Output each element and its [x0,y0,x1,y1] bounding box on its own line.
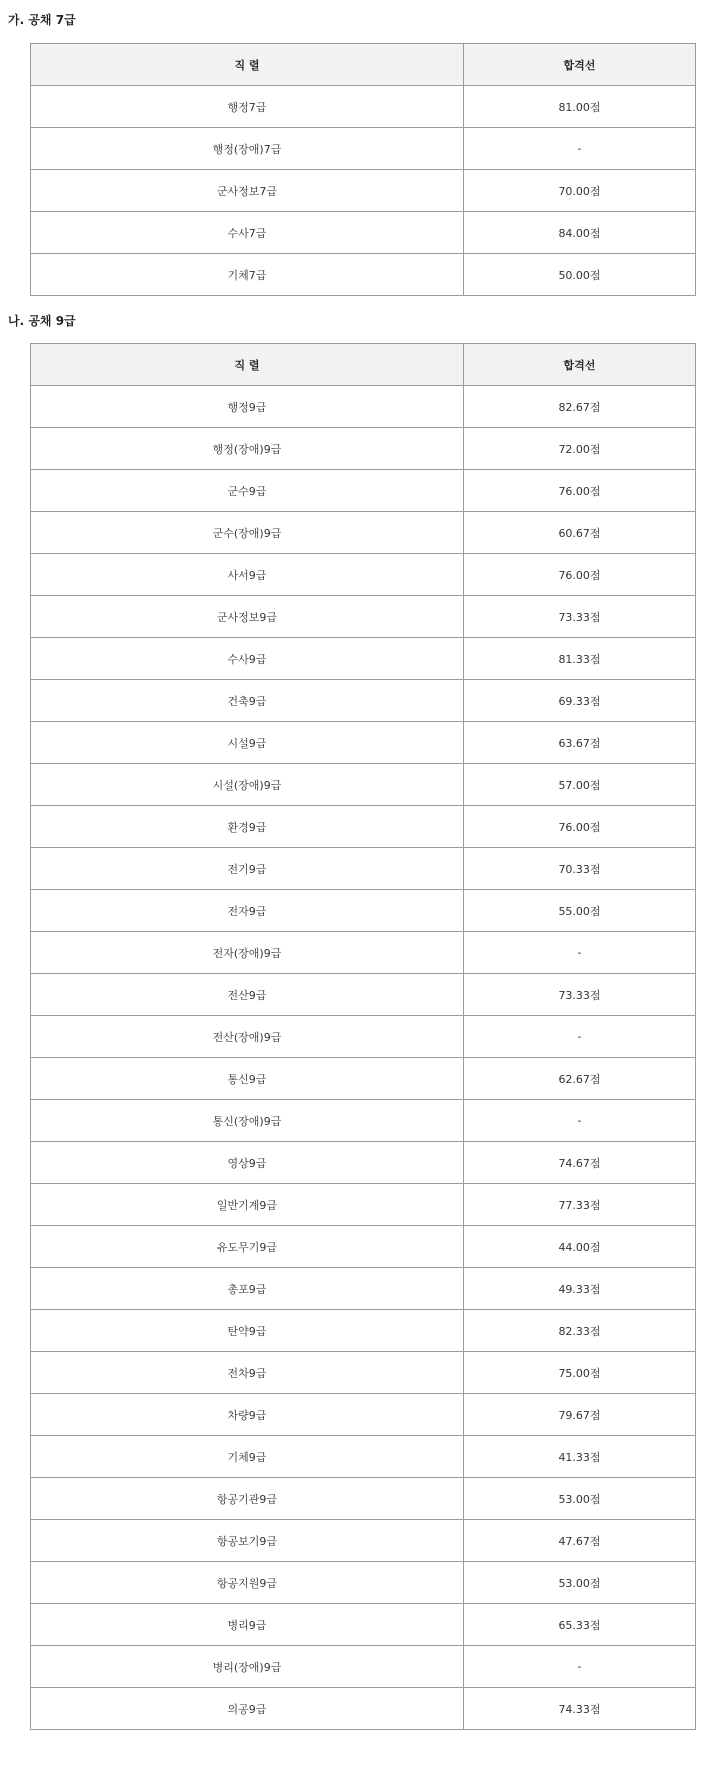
job-cell: 전차9급 [31,1352,464,1394]
table-row [31,1562,696,1604]
job-cell: 군수(장애)9급 [31,512,464,554]
cutoff-score-cell: 41.33점 [464,1436,696,1478]
cutoff-score-cell: 76.00점 [464,470,696,512]
table-row [31,512,696,554]
cutoff-score-cell: 77.33점 [464,1184,696,1226]
table-row [31,848,696,890]
column-header-score: 합격선 [464,344,696,386]
section-title-grade7: 가. 공채 7급 [8,13,76,27]
table-row [31,890,696,932]
cutoff-score-cell: 79.67점 [464,1394,696,1436]
cutoff-score-cell: 70.33점 [464,848,696,890]
grade7-cutoff-table [30,43,696,296]
table-row [31,1184,696,1226]
cutoff-score-cell: 50.00점 [464,254,696,296]
cutoff-score-cell: 81.33점 [464,638,696,680]
table-row [31,1100,696,1142]
cutoff-score-cell: 74.33점 [464,1688,696,1730]
cutoff-score-cell: 75.00점 [464,1352,696,1394]
table-row [31,1436,696,1478]
job-cell: 탄약9급 [31,1310,464,1352]
job-cell: 일반기계9급 [31,1184,464,1226]
table-header-row [31,44,696,86]
cutoff-score-cell: - [464,1646,696,1688]
job-cell: 건축9급 [31,680,464,722]
table-row [31,1394,696,1436]
table-row [31,1688,696,1730]
job-cell: 전자(장애)9급 [31,932,464,974]
table-row [31,470,696,512]
cutoff-score-cell: 65.33점 [464,1604,696,1646]
table-row [31,1478,696,1520]
cutoff-score-cell: 73.33점 [464,974,696,1016]
grade7-table-body [31,86,696,296]
column-header-score: 합격선 [464,44,696,86]
column-header-job: 직 렬 [31,44,464,86]
table-row [31,1058,696,1100]
job-cell: 행정(장애)9급 [31,428,464,470]
table-row [31,1310,696,1352]
table-row [31,1604,696,1646]
table-row [31,386,696,428]
cutoff-score-cell: 47.67점 [464,1520,696,1562]
cutoff-score-cell: 73.33점 [464,596,696,638]
table-row [31,596,696,638]
job-cell: 항공지원9급 [31,1562,464,1604]
cutoff-score-cell: 82.67점 [464,386,696,428]
table-row [31,1352,696,1394]
job-cell: 시설(장애)9급 [31,764,464,806]
job-cell: 수사9급 [31,638,464,680]
job-cell: 유도무기9급 [31,1226,464,1268]
table-row [31,86,696,128]
job-cell: 통신9급 [31,1058,464,1100]
table-row [31,1520,696,1562]
job-cell: 군사정보7급 [31,170,464,212]
table-row [31,1016,696,1058]
cutoff-score-cell: 62.67점 [464,1058,696,1100]
job-cell: 기체7급 [31,254,464,296]
job-cell: 수사7급 [31,212,464,254]
cutoff-score-cell: 60.67점 [464,512,696,554]
cutoff-score-cell: 84.00점 [464,212,696,254]
cutoff-score-cell: - [464,1016,696,1058]
cutoff-score-cell: 70.00점 [464,170,696,212]
cutoff-score-cell: 69.33점 [464,680,696,722]
table-header-row [31,344,696,386]
job-cell: 항공기관9급 [31,1478,464,1520]
job-cell: 병리9급 [31,1604,464,1646]
job-cell: 행정(장애)7급 [31,128,464,170]
table-row [31,974,696,1016]
job-cell: 통신(장애)9급 [31,1100,464,1142]
job-cell: 항공보기9급 [31,1520,464,1562]
cutoff-score-cell: 55.00점 [464,890,696,932]
table-row [31,1142,696,1184]
job-cell: 총포9급 [31,1268,464,1310]
table-row [31,764,696,806]
job-cell: 군수9급 [31,470,464,512]
section-title-grade9: 나. 공채 9급 [8,314,76,328]
job-cell: 행정7급 [31,86,464,128]
cutoff-score-cell: 49.33점 [464,1268,696,1310]
column-header-job: 직 렬 [31,344,464,386]
cutoff-score-cell: 53.00점 [464,1562,696,1604]
job-cell: 의공9급 [31,1688,464,1730]
job-cell: 전기9급 [31,848,464,890]
grade9-cutoff-table [30,343,696,1730]
job-cell: 행정9급 [31,386,464,428]
table-row [31,638,696,680]
table-row [31,554,696,596]
table-row [31,806,696,848]
job-cell: 전산(장애)9급 [31,1016,464,1058]
job-cell: 기체9급 [31,1436,464,1478]
job-cell: 시설9급 [31,722,464,764]
cutoff-score-cell: 63.67점 [464,722,696,764]
table-row [31,680,696,722]
table-row [31,1268,696,1310]
cutoff-score-cell: 82.33점 [464,1310,696,1352]
cutoff-score-cell: 81.00점 [464,86,696,128]
table-row [31,428,696,470]
table-row [31,128,696,170]
cutoff-score-cell: 72.00점 [464,428,696,470]
cutoff-score-cell: - [464,128,696,170]
job-cell: 병리(장애)9급 [31,1646,464,1688]
job-cell: 전자9급 [31,890,464,932]
table-row [31,1226,696,1268]
cutoff-score-cell: 53.00점 [464,1478,696,1520]
job-cell: 전산9급 [31,974,464,1016]
table-row [31,722,696,764]
job-cell: 군사정보9급 [31,596,464,638]
cutoff-score-cell: 44.00점 [464,1226,696,1268]
cutoff-score-cell: 76.00점 [464,806,696,848]
cutoff-score-cell: 76.00점 [464,554,696,596]
job-cell: 차량9급 [31,1394,464,1436]
cutoff-score-cell: 57.00점 [464,764,696,806]
table-row [31,254,696,296]
job-cell: 환경9급 [31,806,464,848]
table-row [31,170,696,212]
cutoff-score-cell: 74.67점 [464,1142,696,1184]
cutoff-score-cell: - [464,932,696,974]
table-row [31,932,696,974]
job-cell: 사서9급 [31,554,464,596]
grade9-table-body [31,386,696,1730]
job-cell: 영상9급 [31,1142,464,1184]
table-row [31,1646,696,1688]
table-row [31,212,696,254]
cutoff-score-cell: - [464,1100,696,1142]
